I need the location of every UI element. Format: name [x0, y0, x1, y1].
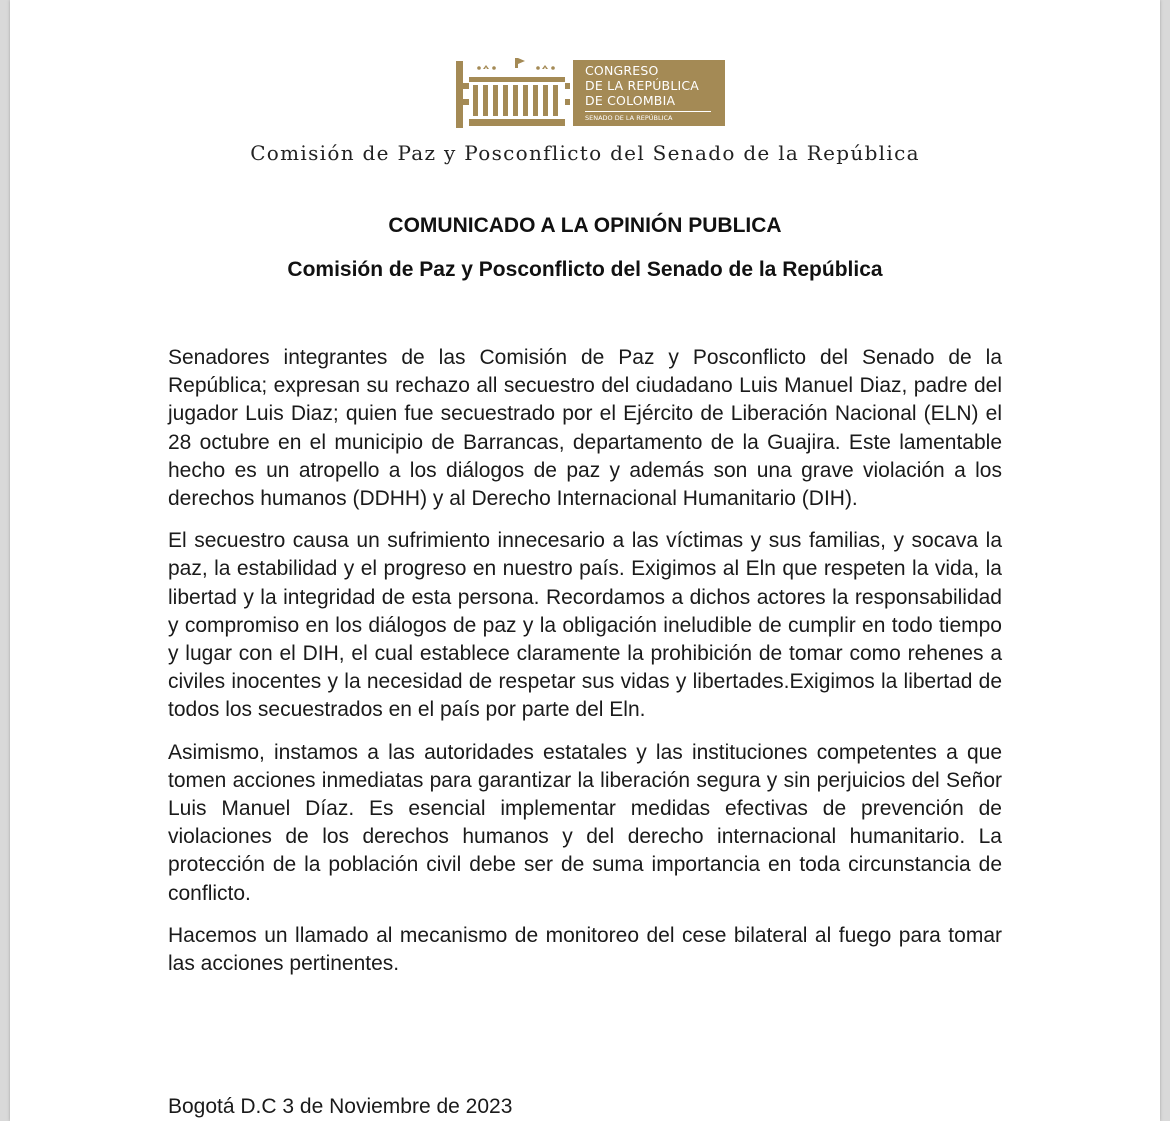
letterhead-title: Comisión de Paz y Posconflicto del Senado de la República: [250, 141, 920, 165]
logo-text-line: DE COLOMBIA: [585, 93, 676, 108]
logo-text-line: CONGRESO: [585, 63, 659, 78]
body-paragraph: Asimismo, instamos a las autoridades estatales y las instituciones competentes a que tomen acciones inmediatas para garantizar la liberación segura y sin perjuicios del Señor Luis Manuel Díaz. Es esencial implementar medidas efectivas de prevención de violaciones de los derechos humanos y del derecho internacional humanitario. La protección de la población civil debe ser de suma importancia en toda circunstancia de conflicto.: [168, 740, 1002, 905]
document-body: [168, 344, 1002, 992]
logo-divider: [585, 111, 711, 112]
congreso-logo: [445, 55, 725, 130]
capitol-building-icon: [445, 55, 573, 130]
body-paragraph: El secuestro causa un sufrimiento innecesario a las víctimas y sus familias, y socava la paz, la estabilidad y el progreso en nuestro país. Exigimos al Eln que respeten la vida, la libertad y la integridad de esta persona. Recordamos a dichos actores la responsabilidad y compromiso en los diálogos de paz y la obligación ineludible de cumplir en todo tiempo y lugar con el DIH, el cual establece claramente la prohibición de tomar como rehenes a civiles inocentes y la necesidad de respetar sus vidas y libertades.Exigimos la libertad de todos los secuestrados en el país por parte del Eln.: [168, 529, 1002, 722]
date-line: Bogotá D.C 3 de Noviembre de 2023: [168, 1095, 513, 1118]
document-heading: COMUNICADO A LA OPINIÓN PUBLICA: [388, 214, 782, 237]
logo-text-line: DE LA REPÚBLICA: [585, 78, 700, 93]
logo-subline: SENADO DE LA REPÚBLICA: [585, 114, 673, 122]
body-paragraph: Senadores integrantes de las Comisión de Paz y Posconflicto del Senado de la República; expresan su rechazo all secuestro del ciudadano Luis Manuel Diaz, padre del jugador Luis Diaz; quien fue secuestrado por el Ejército de Liberación Nacional (ELN) el 28 octubre en el municipio de Barrancas, departamento de la Guajira. Este lamentable hecho es un atropello a los diálogos de paz y además son una grave violación a los derechos humanos (DDHH) y al Derecho Internacional Humanitario (DIH).: [168, 346, 1002, 511]
logo-badge: [573, 60, 725, 126]
document-page: [10, 0, 1160, 1121]
body-paragraph: Hacemos un llamado al mecanismo de monitoreo del cese bilateral al fuego para tomar las acciones pertinentes.: [168, 923, 1002, 976]
document-subheading: Comisión de Paz y Posconflicto del Senado de la República: [287, 258, 883, 281]
